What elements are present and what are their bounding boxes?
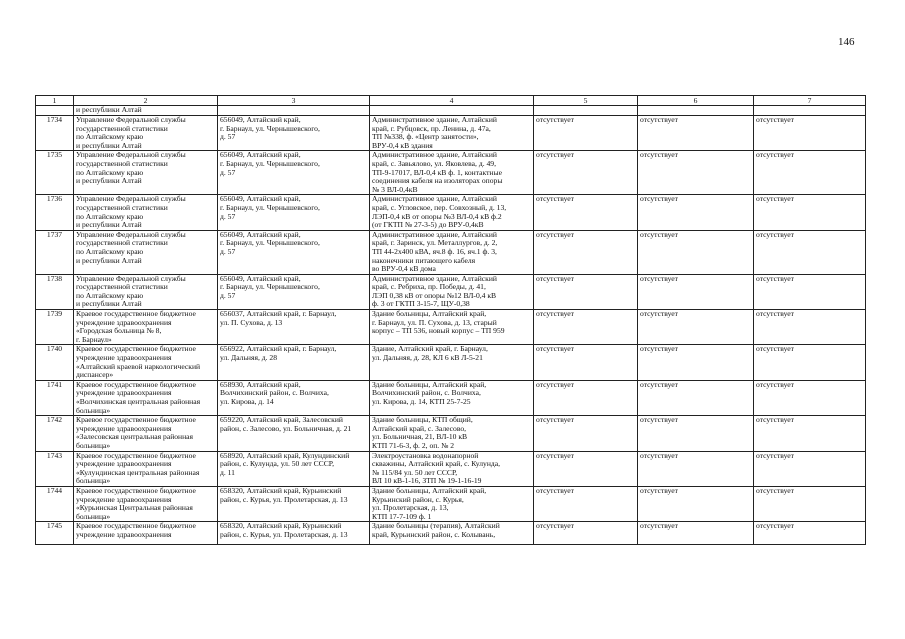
cell-address: 656037, Алтайский край, г. Барнаул, ул. П. Сухова, д. 13: [218, 310, 370, 345]
cell-address: 656049, Алтайский край, г. Барнаул, ул. Чернышевского, д. 57: [218, 230, 370, 274]
page-number: 146: [838, 36, 855, 48]
cell-num: 1740: [36, 345, 74, 380]
cell-col6: отсутствует: [638, 416, 754, 451]
cell-num: 1739: [36, 310, 74, 345]
cell-object: Административное здание, Алтайский край, с. Завьялово, ул. Яковлева, д. 49, ТП-9-17017, ВЛ-0,4 кВ ф. 1, контактные соединения кабеля на изоляторах опоры № 3 ВЛ-0,4кВ: [370, 151, 534, 195]
cell-org: Краевое государственное бюджетное учреждение здравоохранения «Волчихинская центральная районная больница»: [74, 380, 218, 415]
cell-org: и республики Алтай: [74, 106, 218, 116]
cell-col7: отсутствует: [754, 451, 866, 486]
cell-col6: отсутствует: [638, 116, 754, 151]
cell-object: Административное здание, Алтайский край, г. Рубцовск, пр. Ленина, д. 47а, ТП №338, ф. «Центр занятости», ВРУ-0,4 кВ здания: [370, 116, 534, 151]
table-row: [36, 310, 866, 345]
cell-org: Краевое государственное бюджетное учреждение здравоохранения «Кулундинская центральная районная больница»: [74, 451, 218, 486]
table-row: [36, 116, 866, 151]
column-number: 4: [370, 96, 534, 106]
cell-col6: отсутствует: [638, 345, 754, 380]
cell-col7: отсутствует: [754, 151, 866, 195]
table-row: [36, 451, 866, 486]
cell-col6: отсутствует: [638, 451, 754, 486]
cell-num: 1734: [36, 116, 74, 151]
cell-address: 658320, Алтайский край, Курьинский район, с. Курья, ул. Пролетарская, д. 13: [218, 486, 370, 521]
cell-object: Здание больницы, Алтайский край, Курьинский район, с. Курья, ул. Пролетарская, д. 13, КТП 17-7-109 ф. 1: [370, 486, 534, 521]
cell-object: Административное здание, Алтайский край, с. Угловское, пер. Совхозный, д. 13, ЛЭП-0,4 кВ от опоры №3 ВЛ-0,4 кВ ф.2 (от ГКТП № 27-3-5) до ВРУ-0,4кВ: [370, 195, 534, 230]
cell-num: 1743: [36, 451, 74, 486]
cell-col7: отсутствует: [754, 310, 866, 345]
cell-address: 656049, Алтайский край, г. Барнаул, ул. Чернышевского, д. 57: [218, 195, 370, 230]
cell-col7: отсутствует: [754, 116, 866, 151]
cell-object: Здание больницы (терапия), Алтайский край, Курьинский район, с. Колывань,: [370, 522, 534, 545]
cell-col6: отсутствует: [638, 380, 754, 415]
cell-object: Электроустановка водонапорной скважины, Алтайский край, с. Кулунда, № 115/84 ул. 50 лет СССР, ВЛ 10 кВ-1-16, ЗТП № 19-1-16-19: [370, 451, 534, 486]
cell-org: Управление Федеральной службы государственной статистики по Алтайскому краю и республики Алтай: [74, 151, 218, 195]
cell-col5: отсутствует: [534, 151, 638, 195]
cell-org: Управление Федеральной службы государственной статистики по Алтайскому краю и республики Алтай: [74, 274, 218, 309]
column-number: 2: [74, 96, 218, 106]
cell-org: Краевое государственное бюджетное учреждение здравоохранения «Курьинская Центральная районная больница»: [74, 486, 218, 521]
cell-address: 656049, Алтайский край, г. Барнаул, ул. Чернышевского, д. 57: [218, 274, 370, 309]
cell-org: Управление Федеральной службы государственной статистики по Алтайскому краю и республики Алтай: [74, 195, 218, 230]
cell-num: 1737: [36, 230, 74, 274]
table-row: [36, 230, 866, 274]
column-number: 7: [754, 96, 866, 106]
cell-org: Краевое государственное бюджетное учреждение здравоохранения «Залесовская центральная районная больница»: [74, 416, 218, 451]
cell-col7: отсутствует: [754, 274, 866, 309]
cell-col6: отсутствует: [638, 230, 754, 274]
cell-col7: отсутствует: [754, 230, 866, 274]
cell-col7: отсутствует: [754, 522, 866, 545]
cell-object: Здание больницы, Алтайский край, г. Барнаул, ул. П. Сухова, д. 13, старый корпус – ТП 536, новый корпус – ТП 959: [370, 310, 534, 345]
cell-col6: отсутствует: [638, 274, 754, 309]
cell-address: 656922, Алтайский край, г. Барнаул, ул. Дальняя, д. 28: [218, 345, 370, 380]
cell-col5: отсутствует: [534, 345, 638, 380]
table-row: [36, 274, 866, 309]
cell-col5: отсутствует: [534, 451, 638, 486]
cell-col7: отсутствует: [754, 195, 866, 230]
table-row: [36, 522, 866, 545]
cell-object: Здание больницы, Алтайский край, Волчихинский район, с. Волчиха, ул. Кирова, д. 14, КТП 25-7-25: [370, 380, 534, 415]
cell-col6: отсутствует: [638, 522, 754, 545]
cell-num: 1735: [36, 151, 74, 195]
registry-table: [35, 95, 866, 545]
cell-address: 656049, Алтайский край, г. Барнаул, ул. Чернышевского, д. 57: [218, 116, 370, 151]
cell-object: Здание больницы, КТП общий, Алтайский край, с. Залесово, ул. Больничная, 21, ВЛ-10 кВ КТП 71-6-3, ф. 2, оп. № 2: [370, 416, 534, 451]
cell-org: Управление Федеральной службы государственной статистики по Алтайскому краю и республики Алтай: [74, 230, 218, 274]
cell-col5: отсутствует: [534, 522, 638, 545]
cell-col5: отсутствует: [534, 116, 638, 151]
column-number: 5: [534, 96, 638, 106]
table-row: [36, 416, 866, 451]
cell-col7: отсутствует: [754, 345, 866, 380]
continuation-row: [36, 106, 866, 116]
cell-address: [218, 106, 370, 116]
cell-num: 1742: [36, 416, 74, 451]
cell-col5: отсутствует: [534, 230, 638, 274]
column-number: 6: [638, 96, 754, 106]
cell-address: 656049, Алтайский край, г. Барнаул, ул. Чернышевского, д. 57: [218, 151, 370, 195]
cell-num: 1744: [36, 486, 74, 521]
cell-col6: [638, 106, 754, 116]
cell-col5: отсутствует: [534, 380, 638, 415]
cell-num: 1745: [36, 522, 74, 545]
cell-object: Здание, Алтайский край, г. Барнаул, ул. Дальняя, д. 28, КЛ 6 кВ Л-5-21: [370, 345, 534, 380]
cell-col6: отсутствует: [638, 310, 754, 345]
cell-col7: отсутствует: [754, 416, 866, 451]
cell-col7: отсутствует: [754, 486, 866, 521]
table-row: [36, 380, 866, 415]
column-number: 3: [218, 96, 370, 106]
cell-col6: отсутствует: [638, 195, 754, 230]
cell-num: 1738: [36, 274, 74, 309]
cell-col5: отсутствует: [534, 416, 638, 451]
column-number-row: [36, 96, 866, 106]
cell-num: 1736: [36, 195, 74, 230]
cell-num: 1741: [36, 380, 74, 415]
cell-object: Административное здание, Алтайский край, с. Ребриха, пр. Победы, д. 41, ЛЭП 0,38 кВ от опоры №12 ВЛ-0,4 кВ ф. 3 от ГКТП 3-15-7, ЩУ-0,38: [370, 274, 534, 309]
cell-address: 658320, Алтайский край, Курьинский район, с. Курья, ул. Пролетарская, д. 13: [218, 522, 370, 545]
cell-col6: отсутствует: [638, 486, 754, 521]
cell-org: Краевое государственное бюджетное учреждение здравоохранения «Городская больница № 8, г. Барнаул»: [74, 310, 218, 345]
cell-org: Управление Федеральной службы государственной статистики по Алтайскому краю и республики Алтай: [74, 116, 218, 151]
column-number: 1: [36, 96, 74, 106]
cell-col7: отсутствует: [754, 380, 866, 415]
table-body: [36, 96, 866, 545]
cell-col6: отсутствует: [638, 151, 754, 195]
table-row: [36, 195, 866, 230]
cell-object: [370, 106, 534, 116]
cell-col5: [534, 106, 638, 116]
cell-col7: [754, 106, 866, 116]
cell-org: Краевое государственное бюджетное учреждение здравоохранения «Алтайский краевой наркологический диспансер»: [74, 345, 218, 380]
cell-object: Административное здание, Алтайский край, г. Заринск, ул. Металлургов, д. 2, ТП 44-2х400 кВА, яч.8 ф. 16, яч.1 ф. 3, наконечники питающего кабеля во ВРУ-0,4 кВ дома: [370, 230, 534, 274]
cell-address: 658920, Алтайский край, Кулундинский район, с. Кулунда, ул. 50 лет СССР, д. 11: [218, 451, 370, 486]
cell-col5: отсутствует: [534, 310, 638, 345]
cell-address: 659220, Алтайский край, Залесовский район, с. Залесово, ул. Больничная, д. 21: [218, 416, 370, 451]
cell-num: [36, 106, 74, 116]
cell-col5: отсутствует: [534, 486, 638, 521]
table-row: [36, 345, 866, 380]
cell-col5: отсутствует: [534, 195, 638, 230]
table-row: [36, 486, 866, 521]
cell-col5: отсутствует: [534, 274, 638, 309]
cell-org: Краевое государственное бюджетное учреждение здравоохранения: [74, 522, 218, 545]
table-row: [36, 151, 866, 195]
cell-address: 658930, Алтайский край, Волчихинский район, с. Волчиха, ул. Кирова, д. 14: [218, 380, 370, 415]
